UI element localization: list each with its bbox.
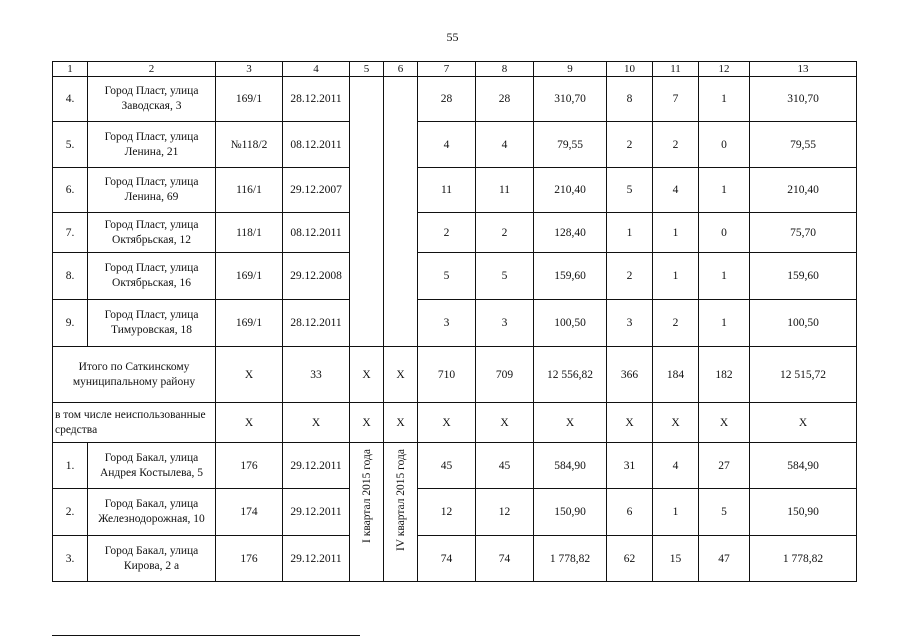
- cell-col3: №118/2: [216, 122, 283, 168]
- cell-col10: 8: [607, 77, 653, 122]
- cell-col10: 31: [607, 443, 653, 489]
- unused-funds-row: [53, 403, 857, 443]
- cell-col9: 12 556,82: [534, 347, 607, 403]
- quarter-start-text: I квартал 2015 года: [360, 449, 373, 543]
- cell-col8: 3: [476, 300, 534, 347]
- cell-col3: 116/1: [216, 168, 283, 213]
- row-number: 8.: [53, 253, 88, 300]
- cell-col11: 7: [653, 77, 699, 122]
- column-header: 3: [216, 62, 283, 77]
- cell-col13: 79,55: [750, 122, 857, 168]
- cell-col11: 2: [653, 300, 699, 347]
- cell-col3: 176: [216, 443, 283, 489]
- cell-col7: 3: [418, 300, 476, 347]
- column-header: 4: [283, 62, 350, 77]
- cell-col4: 08.12.2011: [283, 213, 350, 253]
- cell-col11: 15: [653, 536, 699, 582]
- cell-col13: 310,70: [750, 77, 857, 122]
- column-header: 10: [607, 62, 653, 77]
- column-header: 8: [476, 62, 534, 77]
- cell-col8: 45: [476, 443, 534, 489]
- row-number: 9.: [53, 300, 88, 347]
- column-header: 12: [699, 62, 750, 77]
- cell-col9: 100,50: [534, 300, 607, 347]
- row-number: 1.: [53, 443, 88, 489]
- cell-col12: 0: [699, 122, 750, 168]
- cell-col7: 4: [418, 122, 476, 168]
- cell-col7: 2: [418, 213, 476, 253]
- address-line: Город Пласт, улица: [104, 130, 199, 143]
- cell-col9: X: [534, 403, 607, 443]
- cell-col7: X: [418, 403, 476, 443]
- column-header: 7: [418, 62, 476, 77]
- cell-col8: 5: [476, 253, 534, 300]
- cell-col9: 310,70: [534, 77, 607, 122]
- cell-col9: 1 778,82: [534, 536, 607, 582]
- cell-col3: 169/1: [216, 253, 283, 300]
- cell-col7: 710: [418, 347, 476, 403]
- column-header: 1: [53, 62, 88, 77]
- address-line: Город Пласт, улица: [104, 218, 199, 231]
- total-label-line: Итого по Саткинскому: [78, 360, 190, 373]
- address-cell: [88, 489, 216, 536]
- cell-col6-empty: [384, 77, 418, 347]
- row-number: 5.: [53, 122, 88, 168]
- housing-table: [52, 61, 857, 582]
- address-line: Октябрьская, 12: [112, 233, 191, 246]
- table-row: [53, 253, 857, 300]
- cell-col5: X: [350, 347, 384, 403]
- cell-col11: 2: [653, 122, 699, 168]
- cell-col11: 1: [653, 253, 699, 300]
- total-label-line: муниципальному району: [72, 375, 196, 388]
- address-line: Город Бакал, улица: [104, 544, 199, 557]
- cell-col13: 75,70: [750, 213, 857, 253]
- cell-col8: 74: [476, 536, 534, 582]
- cell-col10: 2: [607, 253, 653, 300]
- column-header: 9: [534, 62, 607, 77]
- cell-col12: 182: [699, 347, 750, 403]
- row-number: 2.: [53, 489, 88, 536]
- cell-col12: 47: [699, 536, 750, 582]
- cell-col11: X: [653, 403, 699, 443]
- cell-col3: 174: [216, 489, 283, 536]
- cell-col10: X: [607, 403, 653, 443]
- quarter-start-cell: [350, 443, 384, 582]
- cell-col7: 45: [418, 443, 476, 489]
- cell-col3: 169/1: [216, 77, 283, 122]
- total-row: [53, 347, 857, 403]
- cell-col10: 62: [607, 536, 653, 582]
- cell-col8: 709: [476, 347, 534, 403]
- cell-col13: 1 778,82: [750, 536, 857, 582]
- address-line: Заводская, 3: [121, 100, 182, 112]
- cell-col3: 169/1: [216, 300, 283, 347]
- cell-col10: 6: [607, 489, 653, 536]
- cell-col9: 128,40: [534, 213, 607, 253]
- address-cell: [88, 443, 216, 489]
- address-cell: [88, 168, 216, 213]
- cell-col5: X: [350, 403, 384, 443]
- row-number: 3.: [53, 536, 88, 582]
- cell-col4: 29.12.2011: [283, 489, 350, 536]
- cell-col3: X: [216, 347, 283, 403]
- cell-col11: 4: [653, 168, 699, 213]
- cell-col4: 29.12.2011: [283, 443, 350, 489]
- cell-col3: 176: [216, 536, 283, 582]
- unused-label-line: в том числе неиспользованные: [55, 408, 206, 421]
- quarter-end-text: IV квартал 2015 года: [394, 449, 407, 552]
- table-row: [53, 536, 857, 582]
- row-number: 7.: [53, 213, 88, 253]
- cell-col4: 29.12.2011: [283, 536, 350, 582]
- cell-col13: 584,90: [750, 443, 857, 489]
- cell-col12: 27: [699, 443, 750, 489]
- cell-col4: 28.12.2011: [283, 300, 350, 347]
- cell-col10: 3: [607, 300, 653, 347]
- quarter-end-cell: [384, 443, 418, 582]
- cell-col4: 29.12.2008: [283, 253, 350, 300]
- cell-col11: 184: [653, 347, 699, 403]
- page-number: 55: [446, 30, 459, 44]
- cell-col4: 29.12.2007: [283, 168, 350, 213]
- address-line: Андрея Костылева, 5: [99, 466, 204, 479]
- address-cell: [88, 300, 216, 347]
- column-number-row: [53, 62, 857, 77]
- cell-col3: 118/1: [216, 213, 283, 253]
- cell-col9: 150,90: [534, 489, 607, 536]
- table-row: [53, 122, 857, 168]
- cell-col6: X: [384, 403, 418, 443]
- cell-col13: 150,90: [750, 489, 857, 536]
- cell-col7: 28: [418, 77, 476, 122]
- cell-col5-empty: [350, 77, 384, 347]
- cell-col10: 2: [607, 122, 653, 168]
- cell-col10: 366: [607, 347, 653, 403]
- cell-col9: 584,90: [534, 443, 607, 489]
- column-header: 13: [750, 62, 857, 77]
- cell-col4: 33: [283, 347, 350, 403]
- column-header: 11: [653, 62, 699, 77]
- address-cell: [88, 213, 216, 253]
- address-line: Город Пласт, улица: [104, 262, 199, 274]
- cell-col10: 5: [607, 168, 653, 213]
- address-cell: [88, 253, 216, 300]
- cell-col13: 159,60: [750, 253, 857, 300]
- column-header: 2: [88, 62, 216, 77]
- unused-label-line: средства: [55, 423, 98, 436]
- address-cell: [88, 122, 216, 168]
- cell-col7: 11: [418, 168, 476, 213]
- cell-col11: 1: [653, 489, 699, 536]
- address-cell: [88, 77, 216, 122]
- cell-col12: 1: [699, 300, 750, 347]
- cell-col8: 12: [476, 489, 534, 536]
- address-line: Город Бакал, улица: [104, 451, 199, 464]
- table-row: [53, 213, 857, 253]
- cell-col13: 210,40: [750, 168, 857, 213]
- total-label: [53, 347, 216, 403]
- row-number: 4.: [53, 77, 88, 122]
- address-line: Ленина, 69: [124, 191, 179, 203]
- address-cell: [88, 536, 216, 582]
- table-row: [53, 489, 857, 536]
- cell-col12: X: [699, 403, 750, 443]
- cell-col13: X: [750, 403, 857, 443]
- unused-funds-label: [53, 403, 216, 443]
- footnote-separator-line: [52, 635, 360, 636]
- cell-col11: 4: [653, 443, 699, 489]
- cell-col8: X: [476, 403, 534, 443]
- cell-col12: 1: [699, 168, 750, 213]
- row-number: 6.: [53, 168, 88, 213]
- table-row: [53, 300, 857, 347]
- table-row: [53, 168, 857, 213]
- address-line: Октябрьская, 16: [112, 277, 191, 289]
- cell-col9: 210,40: [534, 168, 607, 213]
- cell-col8: 11: [476, 168, 534, 213]
- cell-col8: 4: [476, 122, 534, 168]
- cell-col13: 100,50: [750, 300, 857, 347]
- address-line: Ленина, 21: [124, 145, 179, 158]
- cell-col11: 1: [653, 213, 699, 253]
- cell-col7: 12: [418, 489, 476, 536]
- cell-col4: X: [283, 403, 350, 443]
- address-line: Кирова, 2 а: [123, 559, 180, 572]
- cell-col12: 0: [699, 213, 750, 253]
- address-line: Город Пласт, улица: [104, 309, 199, 321]
- cell-col8: 28: [476, 77, 534, 122]
- table-row: [53, 443, 857, 489]
- address-line: Город Пласт, улица: [104, 85, 199, 97]
- cell-col10: 1: [607, 213, 653, 253]
- cell-col13: 12 515,72: [750, 347, 857, 403]
- address-line: Город Пласт, улица: [104, 176, 199, 188]
- cell-col9: 79,55: [534, 122, 607, 168]
- cell-col4: 08.12.2011: [283, 122, 350, 168]
- cell-col12: 1: [699, 253, 750, 300]
- column-header: 5: [350, 62, 384, 77]
- cell-col12: 5: [699, 489, 750, 536]
- address-line: Железнодорожная, 10: [98, 513, 205, 525]
- table-row: [53, 77, 857, 122]
- cell-col12: 1: [699, 77, 750, 122]
- cell-col7: 5: [418, 253, 476, 300]
- address-line: Тимуровская, 18: [111, 324, 192, 336]
- cell-col4: 28.12.2011: [283, 77, 350, 122]
- cell-col9: 159,60: [534, 253, 607, 300]
- column-header: 6: [384, 62, 418, 77]
- cell-col7: 74: [418, 536, 476, 582]
- cell-col8: 2: [476, 213, 534, 253]
- address-line: Город Бакал, улица: [104, 498, 199, 510]
- cell-col6: X: [384, 347, 418, 403]
- cell-col3: X: [216, 403, 283, 443]
